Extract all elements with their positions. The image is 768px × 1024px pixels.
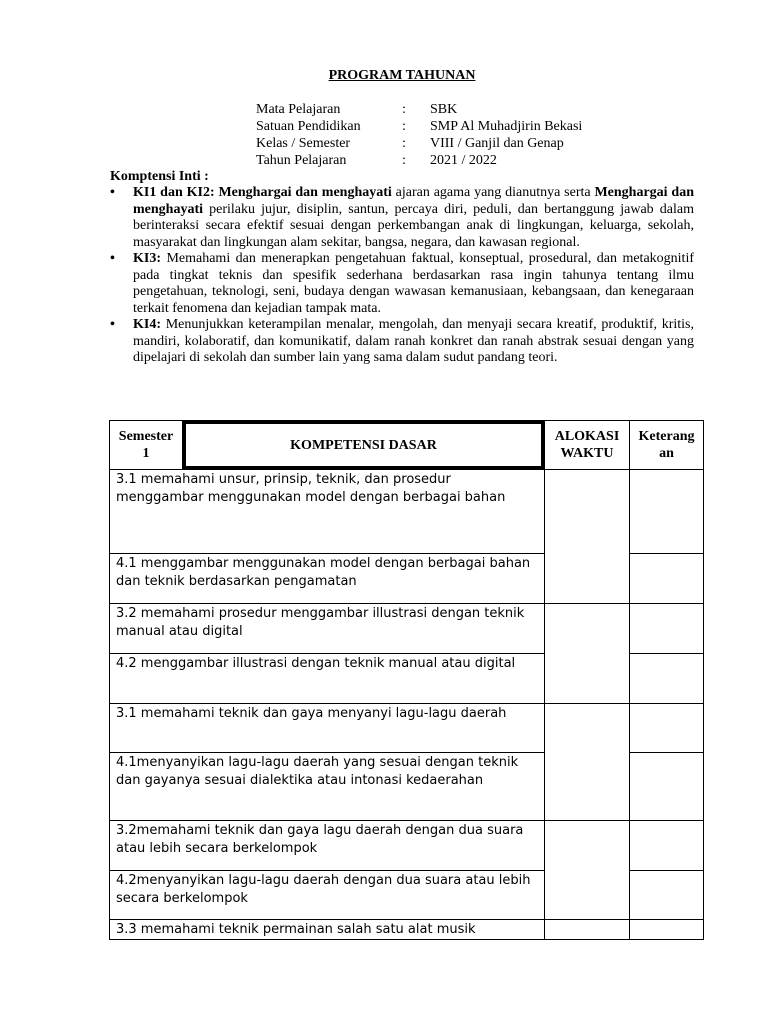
keterangan-cell bbox=[630, 654, 704, 704]
ki-text bbox=[133, 317, 694, 365]
ki-bold: Menghargai dan menghayati bbox=[133, 185, 694, 217]
alokasi-cell bbox=[545, 470, 630, 604]
meta-row bbox=[256, 135, 582, 152]
meta-colon: : bbox=[402, 136, 406, 151]
alokasi-cell bbox=[545, 704, 630, 821]
kd-cell: 3.1 memahami unsur, prinsip, teknik, dan prosedur menggambar menggunakan model dengan berbagai bahan bbox=[110, 470, 545, 554]
keterangan-cell bbox=[630, 554, 704, 604]
meta-colon: : bbox=[402, 153, 406, 168]
kd-cell: 3.3 memahami teknik permainan salah satu alat musik bbox=[110, 920, 545, 940]
table-row bbox=[110, 604, 704, 654]
table-row bbox=[110, 704, 704, 753]
ki-lead: KI4: bbox=[133, 317, 161, 332]
bullet-icon: • bbox=[110, 317, 115, 332]
kd-cell: 3.2memahami teknik dan gaya lagu daerah dengan dua suara atau lebih secara berkelompok bbox=[110, 821, 545, 871]
meta-row bbox=[256, 118, 582, 135]
ki-heading: Komptensi Inti : bbox=[110, 169, 209, 184]
ki-item bbox=[110, 317, 694, 367]
meta-label: Satuan Pendidikan bbox=[256, 119, 361, 134]
keterangan-cell bbox=[630, 753, 704, 821]
header-alokasi-waktu: ALOKASI WAKTU bbox=[545, 421, 630, 470]
ki-lead: KI1 dan KI2: Menghargai dan menghayati bbox=[133, 185, 392, 200]
meta-value: SMP Al Muhadjirin Bekasi bbox=[430, 119, 583, 134]
table-header-row bbox=[110, 421, 704, 470]
ki-item bbox=[110, 185, 694, 251]
header-semester: Semester 1 bbox=[110, 421, 183, 470]
meta-value: SBK bbox=[430, 102, 458, 117]
ki-body: perilaku jujur, disiplin, santun, percaya diri, peduli, dan bertanggung jawab dalam berinteraksi secara efektif sesuai dengan perkembangan anak di lingkungan, keluarga, sekolah, masyarakat dan lingkungan alam sekitar, bangsa, negara, dan kawasan regional. bbox=[133, 201, 694, 250]
header-kompetensi-dasar: KOMPETENSI DASAR bbox=[183, 421, 545, 470]
meta-row bbox=[256, 152, 582, 169]
meta-row bbox=[256, 101, 582, 118]
kd-cell: 4.2 menggambar illustrasi dengan teknik manual atau digital bbox=[110, 654, 545, 704]
keterangan-cell bbox=[630, 821, 704, 871]
meta-value: 2021 / 2022 bbox=[430, 153, 497, 168]
header-keterangan: Keterangan bbox=[630, 421, 704, 470]
meta-label: Mata Pelajaran bbox=[256, 102, 341, 117]
ki-text bbox=[133, 251, 694, 316]
kd-table bbox=[109, 420, 704, 940]
meta-label: Tahun Pelajaran bbox=[256, 153, 347, 168]
kd-cell: 3.1 memahami teknik dan gaya menyanyi lagu-lagu daerah bbox=[110, 704, 545, 753]
meta-colon: : bbox=[402, 102, 406, 117]
table-row bbox=[110, 470, 704, 554]
meta-colon: : bbox=[402, 119, 406, 134]
alokasi-cell bbox=[545, 821, 630, 920]
keterangan-cell bbox=[630, 604, 704, 654]
ki-text bbox=[133, 185, 694, 250]
table-row bbox=[110, 821, 704, 871]
keterangan-cell bbox=[630, 920, 704, 940]
ki-body: Memahami dan menerapkan pengetahuan faktual, konseptual, prosedural, dan metakognitif pada tingkat teknis dan spesifik sederhana berdasarkan rasa ingin tahunya tentang ilmu pengetahuan, teknologi, seni, budaya dengan wawasan kemanusiaan, kebangsaan, dan kenegaraan terkait fenomena dan kejadian tampak mata. bbox=[133, 251, 694, 316]
keterangan-cell bbox=[630, 470, 704, 554]
ki-lead: KI3: bbox=[133, 251, 161, 266]
keterangan-cell bbox=[630, 704, 704, 753]
alokasi-cell bbox=[545, 920, 630, 940]
ki-body: ajaran agama yang dianutnya serta bbox=[391, 185, 595, 200]
kd-cell: 3.2 memahami prosedur menggambar illustrasi dengan teknik manual atau digital bbox=[110, 604, 545, 654]
alokasi-cell bbox=[545, 604, 630, 704]
ki-body: Menunjukkan keterampilan menalar, mengolah, dan menyaji secara kreatif, produktif, kritis, mandiri, kolaboratif, dan komunikatif, dalam ranah konkret dan ranah abstrak sesuai dengan yang dipelajari di sekolah dan sumber lain yang sama dalam sudut pandang teori. bbox=[133, 317, 694, 365]
kd-cell: 4.2menyanyikan lagu-lagu daerah dengan dua suara atau lebih secara berkelompok bbox=[110, 871, 545, 920]
ki-list bbox=[110, 185, 694, 367]
bullet-icon: • bbox=[110, 185, 115, 200]
keterangan-cell bbox=[630, 871, 704, 920]
meta-value: VIII / Ganjil dan Genap bbox=[430, 136, 564, 151]
kd-cell: 4.1 menggambar menggunakan model dengan berbagai bahan dan teknik berdasarkan pengamatan bbox=[110, 554, 545, 604]
page-title: PROGRAM TAHUNAN bbox=[328, 68, 476, 83]
meta-label: Kelas / Semester bbox=[256, 136, 351, 151]
ki-item bbox=[110, 251, 694, 317]
meta-block bbox=[256, 101, 582, 169]
kd-cell: 4.1menyanyikan lagu-lagu daerah yang sesuai dengan teknik dan gayanya sesuai dialektika atau intonasi kedaerahan bbox=[110, 753, 545, 821]
bullet-icon: • bbox=[110, 251, 115, 266]
table-row bbox=[110, 920, 704, 940]
